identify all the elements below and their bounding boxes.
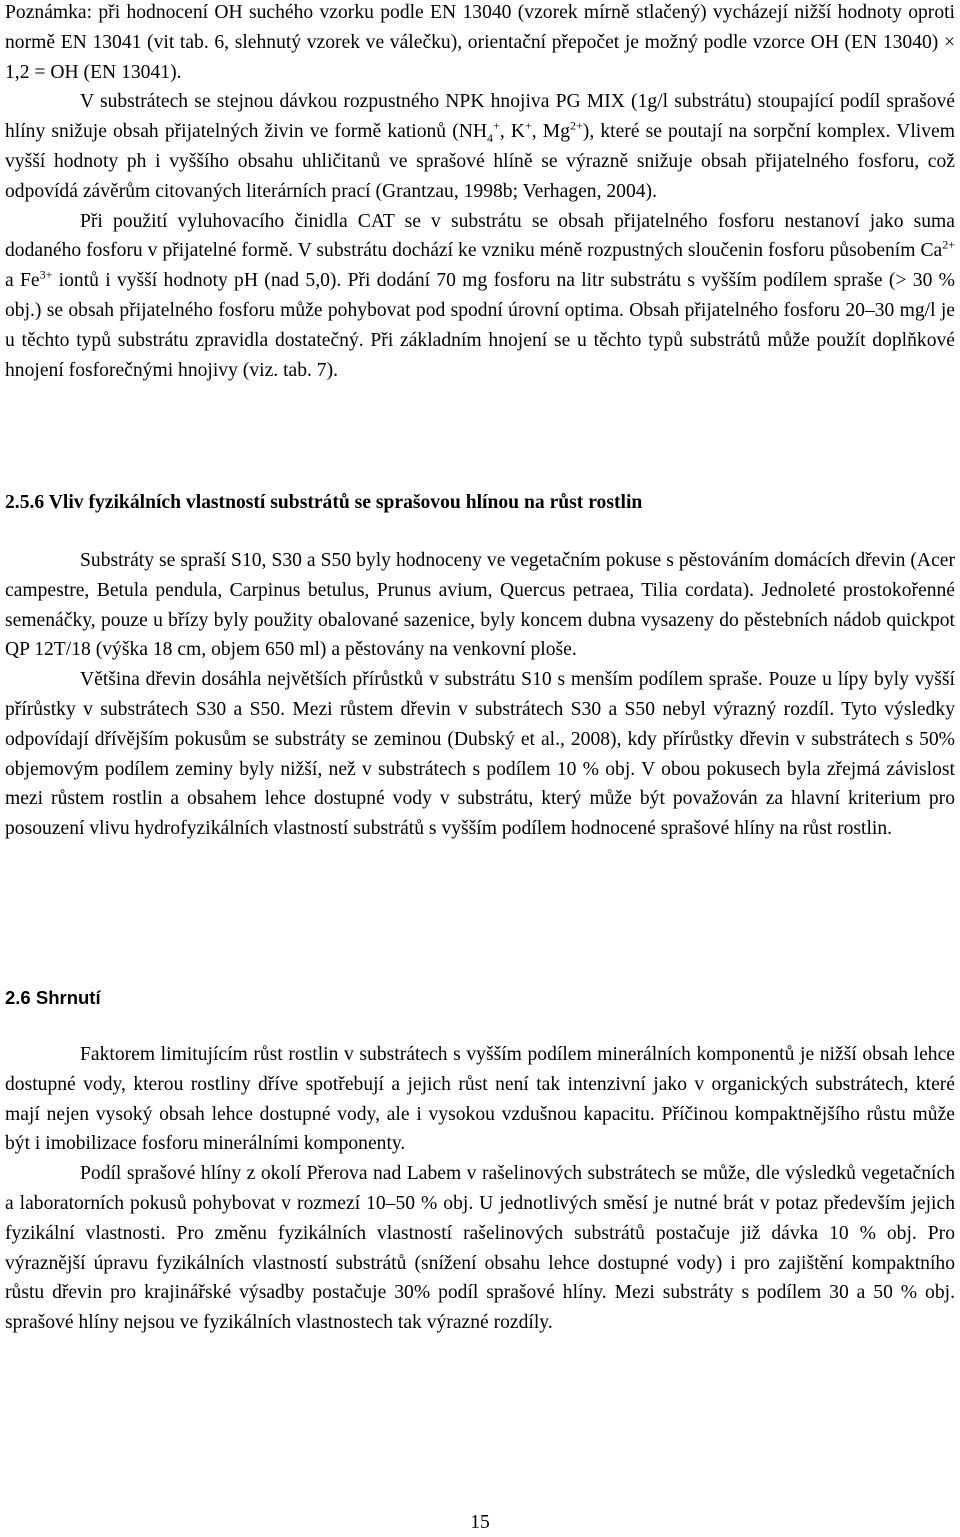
npk-paragraph — [5, 87, 955, 206]
section-26-paragraph-1: Faktorem limitujícím růst rostlin v substrátech s vyšším podílem minerálních komponentů je nižší obsah lehce dostupné vody, kterou rostliny dříve spotřebují a jejich růst není tak intenzivní jako v organických substrátech, které mají nejen vysoký obsah lehce dostupné vody, ale i vysokou vzdušnou kapacitu. Příčinou kompaktnějšího růstu může být i imobilizace fosforu minerálními komponenty. — [5, 1044, 955, 1155]
fe-charge: 3+ — [39, 267, 53, 282]
mg-charge: 2+ — [570, 118, 583, 133]
section-256-heading: 2.5.6 Vliv fyzikálních vlastností substrátů se sprašovou hlínou na růst rostlin — [5, 492, 643, 513]
section-26-body — [5, 1040, 955, 1338]
top-text-block — [5, 0, 955, 385]
page-number: 15 — [470, 1512, 490, 1533]
k-charge: + — [525, 118, 532, 133]
note-paragraph: Poznámka: při hodnocení OH suchého vzorku podle EN 13040 (vzorek mírně stlačený) vycházejí nižší hodnoty oproti normě EN 13041 (vit tab. 6, slehnutý vzorek ve válečku), orientační přepočet je možný podle vzorce OH (EN 13040) × 1,2 = OH (EN 13041). — [5, 2, 955, 83]
document-page — [5, 0, 955, 1537]
cat-text-a: Při použití vyluhovacího činidla CAT se v substrátu se obsah přijatelného fosforu nestanoví jako suma dodaného fosforu v přijatelné formě. V substrátu dochází ke vzniku méně rozpustných sloučenin fosforu působením Ca — [5, 210, 955, 262]
section-256-body — [5, 546, 955, 844]
npk-text-a: V substrátech se stejnou dávkou rozpustného NPK hnojiva PG MIX (1g/l substrátu) stoupající podíl sprašové hlíny snižuje obsah přijatelných živin ve formě kationů (NH — [5, 91, 955, 143]
section-256-paragraph-1: Substráty se spraší S10, S30 a S50 byly hodnoceny ve vegetačním pokuse s pěstováním domácích dřevin (Acer campestre, Betula pendula, Carpinus betulus, Prunus avium, Quercus petraea, Tilia cordata). Jednoleté prostokořenné semenáčky, pouze u břízy byly použity obalované sazenice, byly koncem dubna vysazeny do pěstebních nádob quickpot QP 12T/18 (výška 18 cm, objem 650 ml) a pěstovány na venkovní ploše. — [5, 550, 955, 661]
section-256-paragraph-2: Většina dřevin dosáhla největších přírůstků v substrátu S10 s menším podílem spraše. Pouze u lípy byly vyšší přírůstky v substrátech S30 a S50. Mezi růstem dřevin v substrátech S30 a S50 nebyl výrazný rozdíl. Tyto výsledky odpovídají dřívějším pokusům se substráty se zeminou (Dubský et al., 2008), kdy přírůstky dřevin v substrátech s 50% objemovým podílem zeminy byly nižší, než v substrátech s podílem 10 % obj. V obou pokusech byla zřejmá závislost mezi růstem rostlin a obsahem lehce dostupné vody v substrátu, který může být považován za hlavní kriterium pro posouzení vlivu hydrofyzikálních vlastností substrátů s vyšším podílem hodnocené sprašové hlíny na růst rostlin. — [5, 669, 955, 840]
npk-text-c: , Mg — [531, 121, 571, 143]
cat-text-b: a Fe — [5, 270, 40, 292]
section-26-heading: 2.6 Shrnutí — [5, 987, 101, 1008]
section-26-paragraph-2: Podíl sprašové hlíny z okolí Přerova nad Labem v rašelinových substrátech se může, dle výsledků vegetačních a laboratorních pokusů pohybovat v rozmezí 10–50 % obj. U jednotlivých směsí je nutné brát v potaz především jejich fyzikální vlastnosti. Pro změnu fyzikálních vlastností rašelinových substrátů postačuje již dávka 10 % obj. Pro výraznější úpravu fyzikálních vlastností substrátů (snížení obsahu lehce dostupné vody) i pro zajištění kompaktního růstu dřevin pro krajinářské výsadby postačuje 30% podíl sprašové hlíny. Mezi substráty s podílem 30 a 50 % obj. sprašové hlíny nejsou ve fyzikálních vlastnostech tak výrazné rozdíly. — [5, 1163, 955, 1334]
cat-paragraph — [5, 207, 955, 386]
nh4-charge: + — [493, 118, 500, 133]
npk-text-d: ), které se poutají na sorpční komplex. Vlivem vyšší hodnoty ph i vyššího obsahu uhličitanů ve sprašové hlíně se výrazně snižuje obsah přijatelného fosforu, což odpovídá závěrům citovaných literárních prací (Grantzau, 1998b; Verhagen, 2004). — [5, 121, 955, 202]
npk-text-b: , K — [499, 121, 525, 143]
nh4-subscript: 4 — [487, 131, 494, 146]
cat-text-c: iontů i vyšší hodnoty pH (nad 5,0). Při dodání 70 mg fosforu na litr substrátu s vyšším podílem spraše (> 30 % obj.) se obsah přijatelného fosforu může pohybovat pod spodní úrovní optima. Obsah přijatelného fosforu 20–30 mg/l je u těchto typů substrátu zpravidla dostatečný. Při základním hnojení se u těchto typů substrátů může použít doplňkové hnojení fosforečnými hnojivy (viz. tab. 7). — [5, 270, 955, 381]
ca-charge: 2+ — [942, 237, 955, 252]
